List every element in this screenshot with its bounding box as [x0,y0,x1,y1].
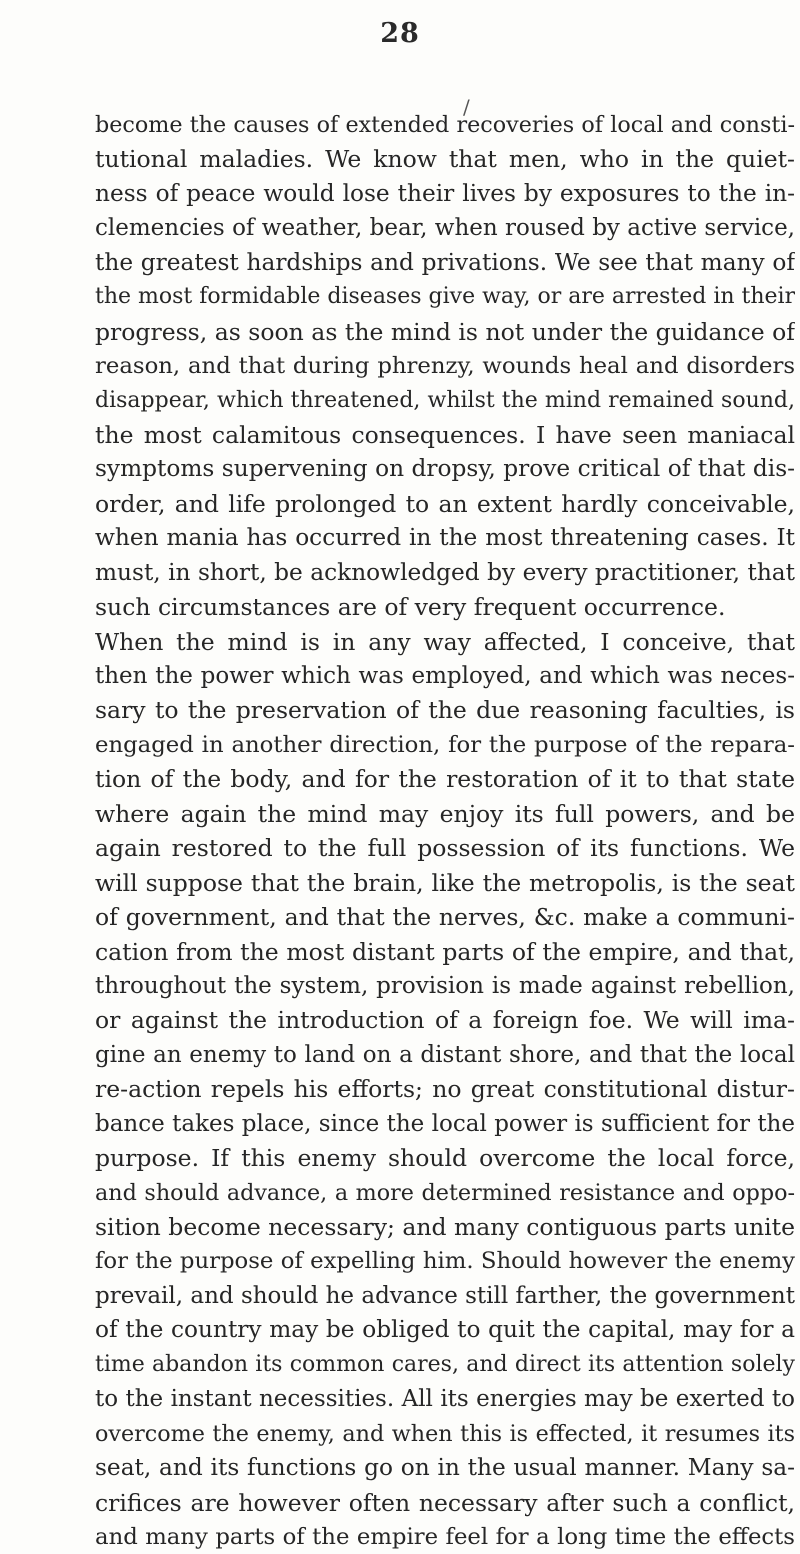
text-line: seat, and its functions go on in the usual manner. Many sa- [95,1454,795,1482]
page-number: 28 [380,18,420,49]
text-line: when mania has occurred in the most threatening cases. It [95,524,795,552]
text-line: and many parts of the empire feel for a long time the effects [95,1523,795,1550]
text-line: then the power which was employed, and which was neces- [95,663,795,689]
text-line: sition become necessary; and many contiguous parts unite [95,1213,795,1241]
text-line: for the purpose of expelling him. Should however the enemy [95,1248,795,1275]
text-line: sary to the preservation of the due reasoning faculties, is [95,696,795,725]
text-line: again restored to the full possession of its functions. We [95,834,795,863]
text-line: throughout the system, provision is made against rebellion, [95,972,795,999]
text-line: reason, and that during phrenzy, wounds heal and disorders [95,353,795,380]
text-line: engaged in another direction, for the purpose of the repara- [95,731,795,758]
text-line: and should advance, a more determined resistance and oppo- [95,1179,795,1206]
text-line: where again the mind may enjoy its full powers, and be [95,799,795,828]
text-line: symptoms supervening on dropsy, prove critical of that dis- [95,455,795,483]
text-line: the most formidable diseases give way, or are arrested in their [95,284,795,310]
text-line: to the instant necessities. All its energies may be exerted to [95,1386,795,1413]
text-line: the most calamitous consequences. I have seen maniacal [95,420,795,449]
text-line: of the country may be obliged to quit the capital, may for a [95,1316,795,1344]
text-line: disappear, which threatened, whilst the mind remained sound, [95,387,795,413]
text-line: of government, and that the nerves, &c. make a communi- [95,903,795,932]
text-line: prevail, and should he advance still farther, the government [95,1282,795,1309]
text-line: such circumstances are of very frequent occurrence. [95,593,726,622]
body-text [95,108,795,1554]
text-line: the greatest hardships and privations. We see that many of [95,248,795,276]
text-line: overcome the enemy, and when this is effected, it resumes its [95,1420,795,1447]
text-line: time abandon its common cares, and direct its attention solely [95,1351,795,1377]
text-line: become the causes of extended recoveries of local and consti- [95,112,795,138]
text-line: or against the introduction of a foreign foe. We will ima- [95,1006,795,1035]
text-line: clemencies of weather, bear, when roused by active service, [95,215,795,242]
text-line: bance takes place, since the local power is sufficient for the [95,1110,795,1137]
text-line: ness of peace would lose their lives by exposures to the in- [95,179,795,207]
text-line: progress, as soon as the mind is not under the guidance of [95,317,795,346]
text-line: When the mind is in any way affected, I conceive, that [95,627,795,656]
text-line: must, in short, be acknowledged by every practitioner, that [95,558,795,586]
text-line: tion of the body, and for the restoration of it to that state [95,765,795,794]
text-line: order, and life prolonged to an extent hardly conceivable, [95,489,795,518]
text-line: cation from the most distant parts of the empire, and that, [95,937,795,966]
text-line: purpose. If this enemy should overcome the local force, [95,1144,795,1173]
text-line: will suppose that the brain, like the metropolis, is the seat [95,868,795,897]
text-line: crifices are however often necessary after such a conflict, [95,1488,795,1517]
text-line: gine an enemy to land on a distant shore, and that the local [95,1041,795,1068]
stray-mark: / [463,95,470,119]
text-line: tutional maladies. We know that men, who in the quiet- [95,145,795,174]
text-line: re-action repels his efforts; no great constitutional distur- [95,1075,795,1104]
